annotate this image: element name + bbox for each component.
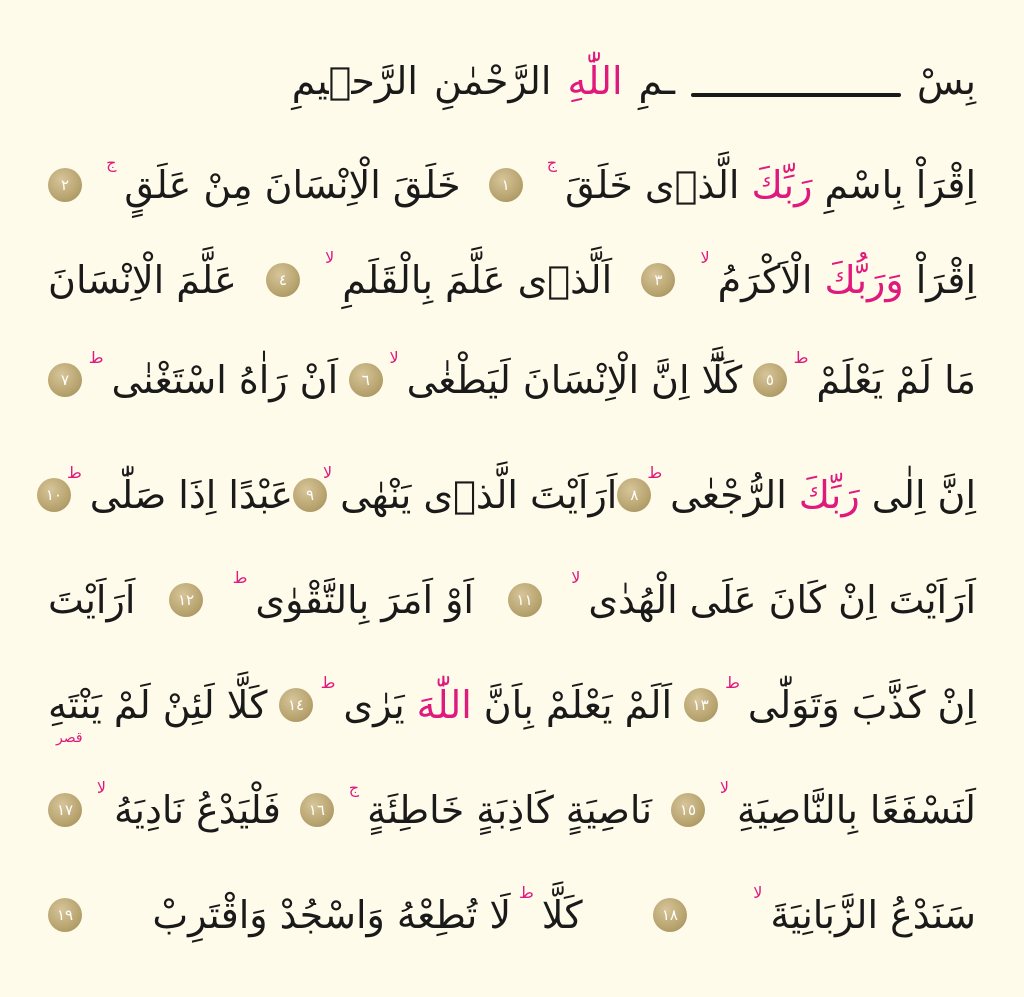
stop-mark: لا xyxy=(389,348,399,367)
word: اَرَاَيْتَ xyxy=(888,578,976,622)
stop-mark: ط xyxy=(725,673,740,692)
word: الْاَكْرَمُ xyxy=(717,258,813,302)
word: بِالْقَلَمِ xyxy=(342,258,434,302)
word: اِنَّ xyxy=(651,358,690,402)
word: الْهُدٰى xyxy=(588,578,678,622)
stop-mark: لا xyxy=(571,568,581,587)
stop-mark: لا xyxy=(700,248,710,267)
margin-note: قصر xyxy=(56,730,83,746)
word: الْاِنْسَانَ xyxy=(48,258,165,302)
word: الْاِنْسَانَ xyxy=(522,358,640,402)
word: اَرَاَيْتَ xyxy=(530,473,618,517)
verse-line-6 xyxy=(48,670,976,740)
verse-segment xyxy=(348,778,653,832)
word: لَمْ xyxy=(895,358,933,402)
word: يَعْلَمْ xyxy=(545,683,613,727)
word: اِنْ xyxy=(937,683,976,727)
word: مِنْ xyxy=(203,163,253,207)
word: اَنْ xyxy=(299,358,339,402)
stop-mark: ج xyxy=(546,153,558,172)
word: اِذَا xyxy=(178,473,217,517)
word: وَتَوَلّٰى xyxy=(747,683,840,727)
stop-mark: ط xyxy=(647,463,663,482)
verse-line-5 xyxy=(48,565,976,635)
ayah-number-marker: ١٨ xyxy=(653,898,687,932)
word: كَانَ xyxy=(768,578,827,622)
stop-mark: ط xyxy=(66,463,82,482)
ayah-number-marker: ٥ xyxy=(753,363,787,397)
word: اَمَرَ xyxy=(381,578,434,622)
divine-name-rabb: وَرَبُّكَ xyxy=(824,258,904,302)
word: اِقْرَاْ xyxy=(915,258,976,302)
ayah-number-marker: ١٠ xyxy=(37,478,71,512)
word: اِنَّ xyxy=(937,473,976,517)
word: اسْتَغْنٰى xyxy=(111,358,227,402)
stop-mark: لا xyxy=(719,778,730,797)
word: نَاصِيَةٍ xyxy=(565,788,653,832)
word: رَاٰهُ xyxy=(238,358,288,402)
word: الرُّجْعٰى xyxy=(670,473,787,517)
word: اِنْ xyxy=(838,578,877,622)
stop-mark: لا xyxy=(753,883,763,902)
word: فَلْيَدْعُ xyxy=(196,788,281,832)
basmala-elongation-stroke xyxy=(691,93,901,97)
verse-line-3 xyxy=(48,345,976,415)
verse-segment xyxy=(389,348,743,402)
word: يَنْتَهِ xyxy=(48,683,102,727)
verse-segment xyxy=(48,258,237,302)
ayah-number-marker: ٩ xyxy=(293,478,327,512)
word: خَلَقَ xyxy=(565,163,633,207)
word: كَلَّا xyxy=(226,683,268,727)
verse-segment xyxy=(571,568,976,622)
word: لَمْ xyxy=(113,683,151,727)
word: كَلَّٓا xyxy=(701,358,743,402)
divine-name-rabb: رَبِّكَ xyxy=(798,473,860,517)
word: مَا xyxy=(944,358,976,402)
stop-mark: ط xyxy=(88,348,104,367)
word: لَا xyxy=(489,893,511,937)
ayah-number-marker: ١٤ xyxy=(279,688,313,722)
word: خَاطِئَةٍ xyxy=(367,788,465,832)
verse-segment xyxy=(48,683,268,727)
ayah-number-marker: ١٦ xyxy=(300,793,334,827)
word: اَلَمْ xyxy=(624,683,673,727)
divine-name-allah: اللّٰهِ xyxy=(567,59,623,103)
divine-name-rabb: رَبِّكَ xyxy=(751,163,813,207)
word: وَاقْتَرِبْ xyxy=(152,893,268,937)
verse-line-4 xyxy=(45,460,976,530)
word: الَّذ۪ى xyxy=(423,473,518,517)
ayah-number-marker: ١٥ xyxy=(671,793,705,827)
verse-segment xyxy=(323,463,618,517)
stop-mark: لا xyxy=(96,778,107,797)
word: نَادِيَهُ xyxy=(114,788,185,832)
ayah-number-marker: ١٣ xyxy=(684,688,718,722)
verse-segment xyxy=(48,578,136,622)
word: لَيَطْغٰى xyxy=(406,358,511,402)
verse-line-1 xyxy=(48,150,976,220)
word: يَعْلَمْ xyxy=(816,358,884,402)
word: وَاسْجُدْ xyxy=(279,893,385,937)
word: الْاِنْسَانَ xyxy=(264,163,381,207)
ayah-number-marker: ٤ xyxy=(266,263,300,297)
ayah-number-marker: ٦ xyxy=(349,363,383,397)
basmala-bism: بِسْ xyxy=(916,59,976,103)
word: اَرَاَيْتَ xyxy=(48,578,136,622)
word: عَلَّمَ xyxy=(176,258,237,302)
word: تُطِعْهُ xyxy=(396,893,478,937)
word: اِقْرَاْ xyxy=(915,163,976,207)
basmala-meem: ـمِ xyxy=(638,59,675,103)
verse-segment xyxy=(232,568,474,622)
word: كَلَّا xyxy=(541,893,583,937)
verse-segment xyxy=(88,348,339,402)
word: خَلَقَ xyxy=(392,163,461,207)
ayah-number-marker: ٢ xyxy=(48,168,82,202)
basmala-rahim: الرَّح۪يمِ xyxy=(291,59,418,103)
verse-segment xyxy=(700,248,976,302)
word: يَنْهٰى xyxy=(340,473,412,517)
ayah-number-marker: ٨ xyxy=(617,478,651,512)
stop-mark: ج xyxy=(348,778,360,797)
word: الزَّبَانِيَةَ xyxy=(770,893,879,937)
stop-mark: لا xyxy=(323,463,333,482)
verse-segment xyxy=(793,348,976,402)
basmala-rahman: الرَّحْمٰنِ xyxy=(433,59,552,103)
verse-segment xyxy=(320,673,673,727)
verse-segment xyxy=(647,463,976,517)
verse-line-8 xyxy=(48,880,976,950)
verse-segment xyxy=(753,883,976,937)
word: الَّذ۪ى xyxy=(644,163,740,207)
verse-segment xyxy=(325,248,613,302)
word: لَئِنْ xyxy=(162,683,215,727)
word: عَلَقٍ xyxy=(124,163,192,207)
word: عَلَّمَ xyxy=(445,258,506,302)
verse-line-2 xyxy=(48,245,976,315)
word: اَلَّذ۪ى xyxy=(517,258,613,302)
verse-segment xyxy=(719,778,976,832)
stop-mark: ج xyxy=(106,153,117,172)
verse-segment xyxy=(66,463,293,517)
ayah-number-marker: ١٩ xyxy=(48,898,82,932)
word: بِالتَّقْوٰى xyxy=(255,578,370,622)
word: لَنَسْفَعًا xyxy=(869,788,976,832)
ayah-number-marker: ٧ xyxy=(48,363,82,397)
verse-segment xyxy=(96,778,281,832)
verse-segment xyxy=(106,153,461,207)
verse-segment xyxy=(725,673,976,727)
verse-segment xyxy=(546,153,976,207)
stop-mark: ط xyxy=(793,348,809,367)
ayah-number-marker: ١٧ xyxy=(48,793,82,827)
word: اِلٰى xyxy=(871,473,926,517)
word: عَلَى xyxy=(689,578,757,622)
divine-name-allah: اللّٰهَ xyxy=(416,683,472,727)
verse-line-7 xyxy=(48,775,976,845)
word: كَذَّبَ xyxy=(851,683,926,727)
stop-mark: ط xyxy=(519,883,534,902)
word: كَاذِبَةٍ xyxy=(476,788,554,832)
word: يَرٰى xyxy=(343,683,405,727)
stop-mark: لا xyxy=(325,248,335,267)
word: بِاسْمِ xyxy=(824,163,904,207)
ayah-number-marker: ١١ xyxy=(508,583,542,617)
word: بِاَنَّ xyxy=(483,683,534,727)
ayah-number-marker: ١٢ xyxy=(169,583,203,617)
verse-segment xyxy=(152,883,583,937)
word: اَوْ xyxy=(445,578,474,622)
stop-mark: ط xyxy=(320,673,336,692)
word: سَنَدْعُ xyxy=(890,893,976,937)
word: بِالنَّاصِيَةِ xyxy=(737,788,858,832)
stop-mark: ط xyxy=(232,568,248,587)
word: صَلّٰى xyxy=(89,473,167,517)
ayah-number-marker: ٣ xyxy=(641,263,675,297)
basmala-line xyxy=(48,46,976,116)
ayah-number-marker: ١ xyxy=(489,168,523,202)
word: عَبْدًا xyxy=(228,473,293,517)
